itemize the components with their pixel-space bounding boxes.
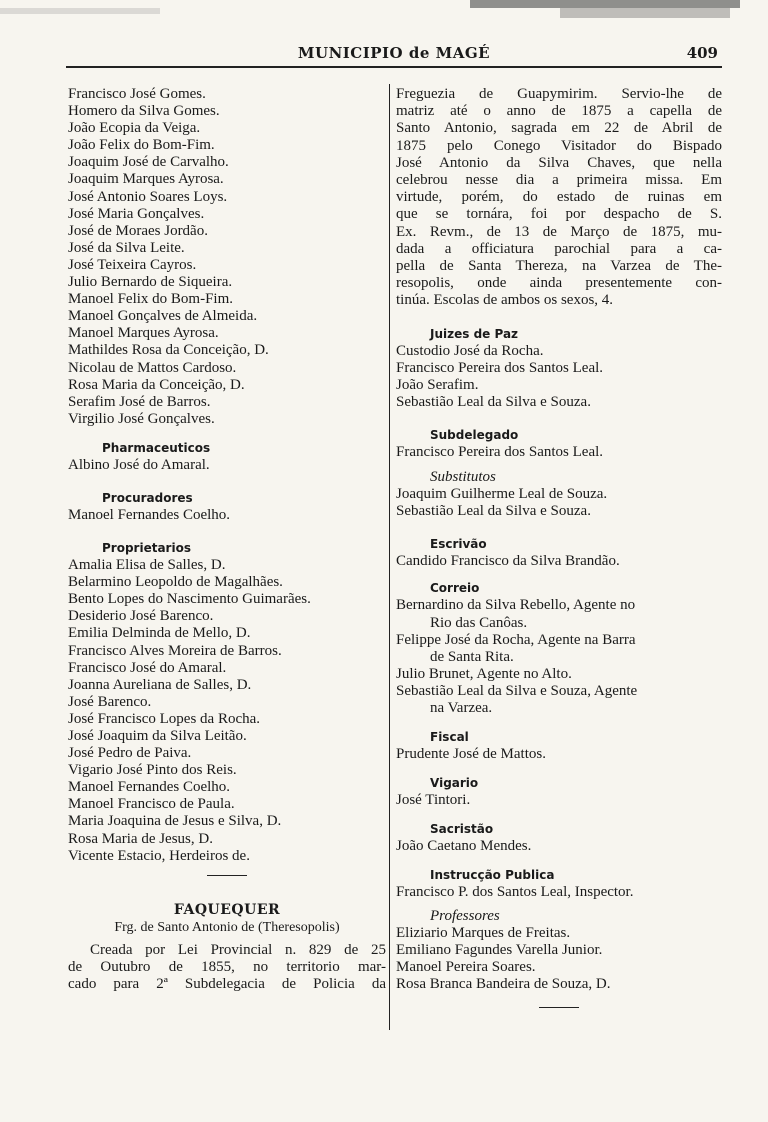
paragraph-line: resopolis, onde ainda presentemente con- [396, 275, 722, 292]
section-heading-subdelegado: Subdelegado [430, 428, 519, 443]
section-divider [539, 1007, 579, 1008]
list-item: Bento Lopes do Nascimento Guimarães. [68, 591, 311, 608]
proprietarios-list [68, 557, 386, 865]
list-item: Manoel Fernandes Coelho. [68, 506, 231, 523]
list-item: José Tintori. [396, 792, 471, 809]
list-item: Eliziario Marques de Freitas. [396, 924, 571, 941]
paragraph-line: José Antonio da Silva Chaves, que nella [396, 154, 722, 171]
history-paragraph [396, 86, 722, 310]
page-number: 409 [686, 44, 718, 62]
list-item: Francisco José Gomes. [68, 86, 206, 102]
list-item: Sebastião Leal da Silva e Souza. [396, 393, 591, 410]
list-item: Manoel Pereira Soares. [396, 958, 536, 975]
list-item: Joaquim José de Carvalho. [68, 154, 229, 171]
list-item: Albino José do Amaral. [68, 456, 210, 473]
list-item: Belarmino Leopoldo de Magalhães. [68, 574, 283, 591]
list-item: José Pedro de Paiva. [68, 745, 192, 762]
list-item: Homero da Silva Gomes. [68, 103, 220, 120]
list-item: João Felix do Bom-Fim. [68, 137, 215, 154]
section-heading-pharmaceuticos: Pharmaceuticos [102, 440, 211, 455]
list-item: José da Silva Leite. [68, 239, 185, 256]
list-item: Francisco P. dos Santos Leal, Inspector. [396, 884, 634, 901]
list-item: José Teixeira Cayros. [68, 256, 197, 273]
column-divider [389, 84, 390, 1030]
section-heading-instrucao: Instrucção Publica [430, 868, 555, 883]
section-heading-faquequer: FAQUEQUER [173, 901, 281, 918]
names-list [68, 86, 386, 428]
section-heading-proprietarios: Proprietarios [102, 541, 191, 556]
list-item: José Joaquim da Silva Leitão. [68, 728, 247, 744]
list-item: Amalia Elisa de Salles, D. [68, 557, 226, 574]
list-item: José Maria Gonçalves. [68, 205, 205, 222]
list-item: Manoel Felix do Bom-Fim. [68, 291, 233, 308]
list-item: Francisco Pereira dos Santos Leal. [396, 359, 604, 376]
scan-noise [0, 0, 768, 40]
list-item: Vicente Estacio, Herdeiros de. [68, 847, 250, 864]
list-item: Bernardino da Silva Rebello, Agente no [396, 597, 636, 614]
section-heading-correio: Correio [430, 581, 480, 596]
paragraph-line: Ex. Revm., de 13 de Março de 1875, mu- [396, 223, 722, 240]
list-item: José Francisco Lopes da Rocha. [68, 710, 261, 727]
paragraph-line: virtude, porém, do estado de ruinas em [396, 189, 722, 206]
list-item: Felippe José da Rocha, Agente na Barra [396, 631, 636, 648]
list-item: Manoel Francisco de Paula. [68, 796, 235, 813]
list-item: Julio Bernardo de Siqueira. [68, 274, 233, 291]
paragraph-line: celebrou nesse dia a primeira missa. Em [396, 172, 722, 189]
page-header [66, 42, 722, 70]
list-item: Manoel Fernandes Coelho. [68, 779, 231, 796]
list-item: Prudente José de Mattos. [396, 746, 546, 763]
right-column [396, 86, 722, 1008]
section-heading-juizes: Juizes de Paz [430, 326, 519, 341]
list-item: Desiderio José Barenco. [68, 608, 214, 625]
paragraph-line: tinúa. Escolas de ambos os sexos, 4. [396, 292, 614, 309]
left-column [68, 86, 386, 994]
list-item: Manoel Marques Ayrosa. [68, 325, 219, 342]
list-item: Emilia Delminda de Mello, D. [68, 625, 251, 642]
section-heading-substitutos: Substitutos [430, 469, 496, 486]
list-item: Francisco Alves Moreira de Barros. [68, 642, 282, 659]
list-item: Julio Brunet, Agente no Alto. [396, 665, 572, 682]
faquequer-paragraph [68, 942, 386, 994]
list-item: Nicolau de Mattos Cardoso. [68, 359, 237, 376]
list-item: Joaquim Marques Ayrosa. [68, 171, 224, 188]
list-item: Rosa Maria de Jesus, D. [68, 830, 213, 847]
paragraph-line: matriz até o anno de 1875 a capella de [396, 103, 722, 120]
list-item: João Serafim. [396, 376, 479, 393]
list-item-continuation: na Varzea. [430, 700, 493, 717]
list-item: Francisco José do Amaral. [68, 659, 227, 676]
paragraph-line: que se tornára, foi por despacho de S. [396, 206, 722, 223]
paragraph-line: pella de Santa Thereza, na Varzea de The- [396, 258, 722, 275]
paragraph-line: cado para 2ª Subdelegacia de Policia da [68, 976, 386, 993]
list-item: João Ecopia da Veiga. [68, 120, 201, 137]
list-item: Emiliano Fagundes Varella Junior. [396, 941, 603, 958]
page-title: MUNICIPIO de MAGÉ [297, 44, 491, 62]
list-item: Serafim José de Barros. [68, 393, 211, 410]
list-item-continuation: de Santa Rita. [430, 648, 514, 665]
list-item: Mathildes Rosa da Conceição, D. [68, 342, 269, 359]
list-item-continuation: Rio das Canôas. [430, 614, 528, 631]
paragraph-line: 1875 pelo Conego Visitador do Bispado [396, 137, 722, 154]
header-rule [66, 66, 722, 68]
paragraph-line: Santo Antonio, sagrada em 22 de Abril de [396, 120, 722, 137]
section-heading-vigario: Vigario [430, 776, 479, 791]
list-item: José de Moraes Jordão. [68, 222, 208, 239]
paragraph-line: Creada por Lei Provincial n. 829 de 25 [90, 941, 386, 958]
paragraph-line: dada a officiatura parochial para a ca- [396, 240, 722, 257]
list-item: Custodio José da Rocha. [396, 342, 544, 359]
paragraph-line: Freguezia de Guapymirim. Servio-lhe de [396, 86, 722, 102]
section-heading-sacristao: Sacristão [430, 822, 494, 837]
list-item: José Barenco. [68, 693, 152, 710]
paragraph-line: de Outubro de 1855, no territorio mar- [68, 959, 386, 976]
list-item: Rosa Maria da Conceição, D. [68, 376, 245, 393]
list-item: Joaquim Guilherme Leal de Souza. [396, 486, 608, 503]
section-heading-fiscal: Fiscal [430, 730, 469, 745]
list-item: Francisco Pereira dos Santos Leal. [396, 444, 604, 461]
list-item: Vigario José Pinto dos Reis. [68, 762, 237, 779]
list-item: José Antonio Soares Loys. [68, 188, 228, 205]
list-item: Virgilio José Gonçalves. [68, 410, 215, 427]
list-item: Candido Francisco da Silva Brandão. [396, 553, 620, 570]
section-heading-escrivao: Escrivão [430, 537, 487, 552]
section-heading-professores: Professores [430, 907, 500, 924]
list-item: Sebastião Leal da Silva e Souza, Agente [396, 682, 638, 699]
section-heading-procuradores: Procuradores [102, 490, 193, 505]
list-item: Maria Joaquina de Jesus e Silva, D. [68, 813, 282, 830]
list-item: Manoel Gonçalves de Almeida. [68, 308, 258, 325]
list-item: João Caetano Mendes. [396, 838, 532, 855]
list-item: Joanna Aureliana de Salles, D. [68, 676, 252, 693]
list-item: Rosa Branca Bandeira de Souza, D. [396, 975, 611, 992]
list-item: Sebastião Leal da Silva e Souza. [396, 503, 591, 520]
section-subheading: Frg. de Santo Antonio de (Theresopolis) [114, 919, 340, 935]
